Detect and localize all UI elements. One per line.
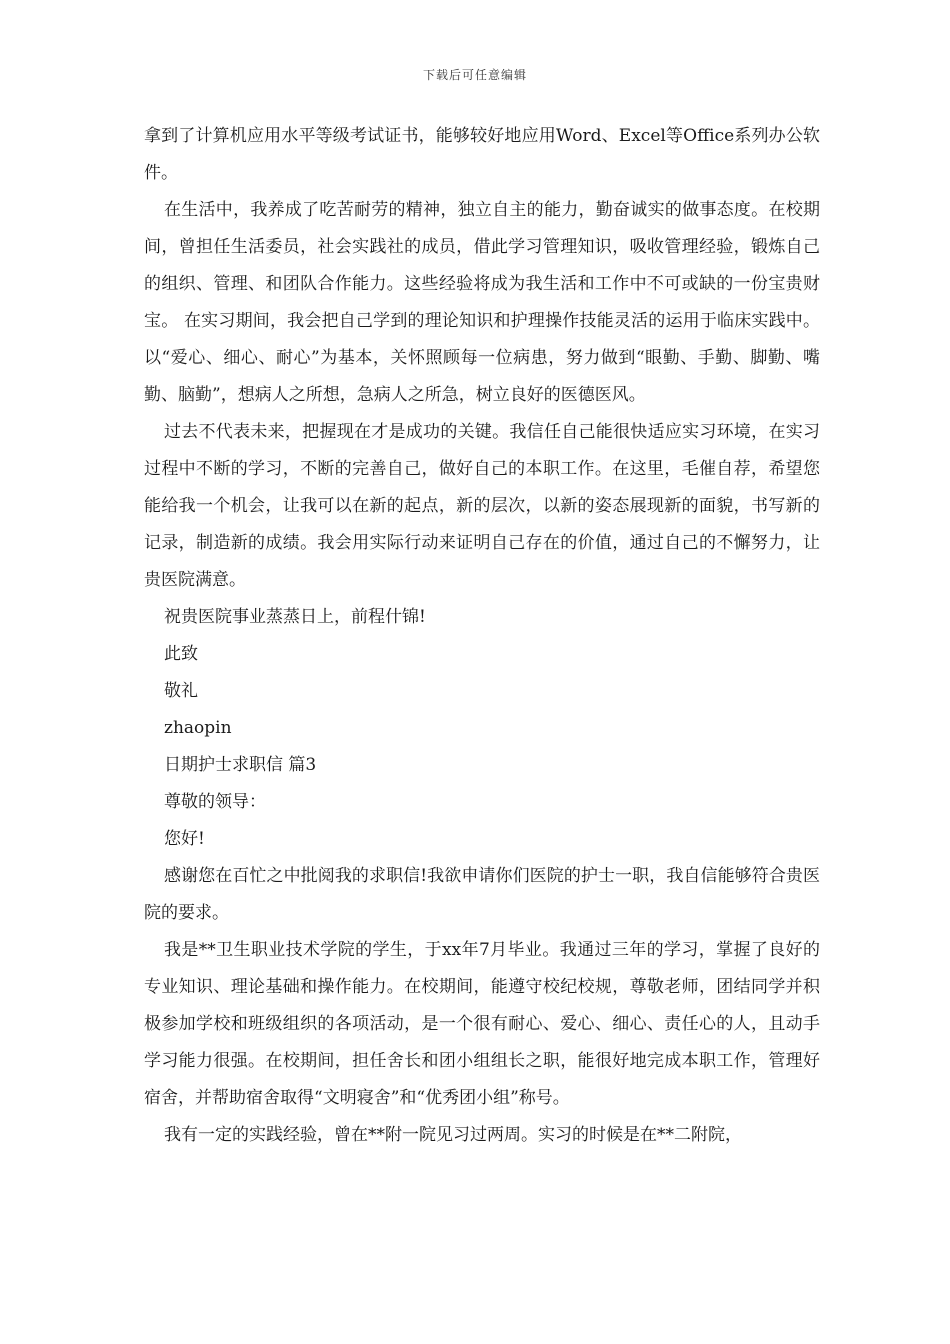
signature-line: zhaopin [164,718,232,738]
paragraph: 过去不代表未来，把握现在才是成功的关键。我信任自己能很快适应实习环境，在实习过程中不断的学习，不断的完善自己，做好自己的本职工作。在这里，毛催自荐，希望您能给我一个机会，让我可以在新的起点，新的层次，以新的姿态展现新的面貌，书写新的记录，制造新的成绩。我会用实际行动来证明自己存在的价值，通过自己的不懈努力，让贵医院满意。 [144,422,820,590]
paragraph: 感谢您在百忙之中批阅我的求职信!我欲申请你们医院的护士一职，我自信能够符合贵医院的要求。 [144,866,820,923]
document-body [144,118,820,1154]
paragraph: 我是**卫生职业技术学院的学生，于xx年7月毕业。我通过三年的学习，掌握了良好的专业知识、理论基础和操作能力。在校期间，能遵守校纪校规，尊敬老师，团结同学并积极参加学校和班级组织的各项活动，是一个很有耐心、爱心、细心、责任心的人，且动手学习能力很强。在校期间，担任舍长和团小组组长之职，能很好地完成本职工作，管理好宿舍，并帮助宿舍取得“文明寝舍”和“优秀团小组”称号。 [144,940,820,1108]
page-header: 下载后可任意编辑 [422,68,527,82]
greeting: 您好! [164,829,205,849]
closing-wish: 祝贵医院事业蒸蒸日上，前程什锦! [164,607,426,627]
greeting-recipient: 尊敬的领导： [164,792,266,812]
section-title: 日期护士求职信 篇3 [164,755,317,775]
closing-regards: 敬礼 [164,681,198,701]
closing-salutation: 此致 [164,644,198,664]
paragraph: 我有一定的实践经验，曾在**附一院见习过两周。实习的时候是在**二附院， [164,1125,742,1145]
paragraph: 拿到了计算机应用水平等级考试证书，能够较好地应用Word、Excel等Office系列办公软件。 [144,126,820,183]
paragraph: 在生活中，我养成了吃苦耐劳的精神，独立自主的能力，勤奋诚实的做事态度。在校期间，曾担任生活委员，社会实践社的成员，借此学习管理知识，吸收管理经验，锻炼自己的组织、管理、和团队合作能力。这些经验将成为我生活和工作中不可或缺的一份宝贵财宝。 在实习期间，我会把自己学到的理论知识和护理操作技能灵活的运用于临床实践中。以“爱心、细心、耐心”为基本，关怀照顾每一位病患，努力做到“眼勤、手勤、脚勤、嘴勤、脑勤”，想病人之所想，急病人之所急，树立良好的医德医风。 [144,200,820,405]
